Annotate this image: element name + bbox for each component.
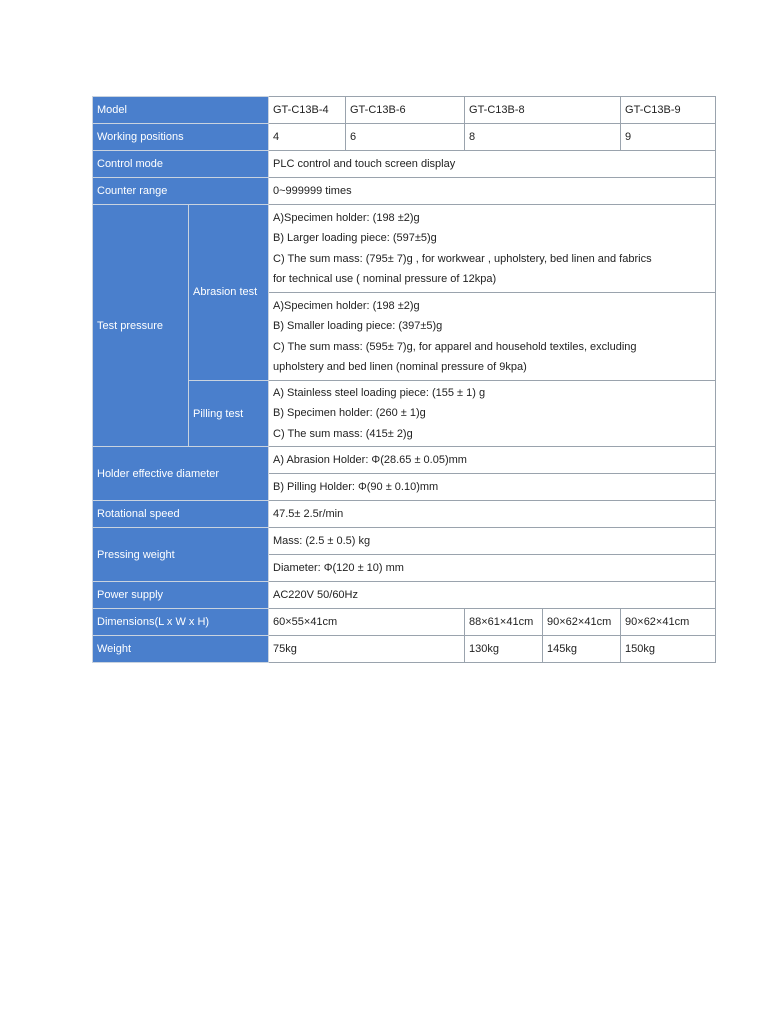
value-positions-4: 9	[621, 124, 716, 151]
value-counter-range: 0~999999 times	[269, 178, 716, 205]
label-weight: Weight	[93, 636, 269, 663]
table-row-rotational-speed	[93, 501, 716, 528]
value-power-supply: AC220V 50/60Hz	[269, 582, 716, 609]
pilling-block-line: A) Stainless steel loading piece: (155 ± 1) g	[273, 387, 486, 399]
label-abrasion-test: Abrasion test	[189, 205, 269, 381]
label-power-supply: Power supply	[93, 582, 269, 609]
table-row-dimensions	[93, 609, 716, 636]
label-model: Model	[93, 97, 269, 124]
table-row-weight	[93, 636, 716, 663]
abrasion-block-2-line: upholstery and bed linen (nominal pressure of 9kpa)	[273, 360, 527, 373]
table-row-pressing-mass	[93, 528, 716, 555]
table-row-holder-diameter-a	[93, 447, 716, 474]
pilling-block-line: B) Specimen holder: (260 ± 1)g	[273, 407, 426, 420]
label-rotational-speed: Rotational speed	[93, 501, 269, 528]
abrasion-block-1	[269, 205, 716, 293]
value-positions-1: 4	[269, 124, 346, 151]
value-pressing-mass: Mass: (2.5 ± 0.5) kg	[269, 528, 716, 555]
value-model-2: GT-C13B-6	[346, 97, 465, 124]
abrasion-block-1-line: C) The sum mass: (795± 7)g , for workwear , upholstery, bed linen and fabrics	[273, 252, 652, 265]
abrasion-block-1-line: for technical use ( nominal pressure of 12kpa)	[273, 272, 497, 285]
label-working-positions: Working positions	[93, 124, 269, 151]
value-dimensions-3: 90×62×41cm	[543, 609, 621, 636]
value-dimensions-4: 90×62×41cm	[621, 609, 716, 636]
abrasion-block-1-line: B) Larger loading piece: (597±5)g	[273, 232, 437, 245]
table-row-abrasion-1	[93, 205, 716, 293]
value-weight-4: 150kg	[621, 636, 716, 663]
value-model-3: GT-C13B-8	[465, 97, 621, 124]
value-model-4: GT-C13B-9	[621, 97, 716, 124]
label-test-pressure: Test pressure	[93, 205, 189, 447]
table-row-working-positions	[93, 124, 716, 151]
abrasion-block-1-line: A)Specimen holder: (198 ±2)g	[273, 211, 420, 224]
abrasion-block-2-line: C) The sum mass: (595± 7)g, for apparel and household textiles, excluding	[273, 340, 637, 353]
label-control-mode: Control mode	[93, 151, 269, 178]
abrasion-block-2-line: B) Smaller loading piece: (397±5)g	[273, 320, 443, 333]
value-abrasion-holder: A) Abrasion Holder: Φ(28.65 ± 0.05)mm	[269, 447, 716, 474]
value-dimensions-2: 88×61×41cm	[465, 609, 543, 636]
abrasion-block-2	[269, 293, 716, 381]
abrasion-block-2-line: A)Specimen holder: (198 ±2)g	[273, 299, 420, 312]
value-control-mode: PLC control and touch screen display	[269, 151, 716, 178]
label-pressing-weight: Pressing weight	[93, 528, 269, 582]
label-holder-diameter: Holder effective diameter	[93, 447, 269, 501]
table-row-power-supply	[93, 582, 716, 609]
value-model-1: GT-C13B-4	[269, 97, 346, 124]
value-rotational-speed: 47.5± 2.5r/min	[269, 501, 716, 528]
value-positions-2: 6	[346, 124, 465, 151]
pilling-block-line: C) The sum mass: (415± 2)g	[273, 427, 413, 440]
table-row-control-mode	[93, 151, 716, 178]
value-pressing-diameter: Diameter: Φ(120 ± 10) mm	[269, 555, 716, 582]
table-row-model	[93, 97, 716, 124]
value-weight-2: 130kg	[465, 636, 543, 663]
spec-table	[92, 96, 716, 663]
label-counter-range: Counter range	[93, 178, 269, 205]
value-pilling-holder: B) Pilling Holder: Φ(90 ± 0.10)mm	[269, 474, 716, 501]
label-dimensions: Dimensions(L x W x H)	[93, 609, 269, 636]
value-dimensions-1: 60×55×41cm	[269, 609, 465, 636]
pilling-block	[269, 381, 716, 447]
table-row-counter-range	[93, 178, 716, 205]
value-positions-3: 8	[465, 124, 621, 151]
value-weight-3: 145kg	[543, 636, 621, 663]
label-pilling-test: Pilling test	[189, 381, 269, 447]
value-weight-1: 75kg	[269, 636, 465, 663]
